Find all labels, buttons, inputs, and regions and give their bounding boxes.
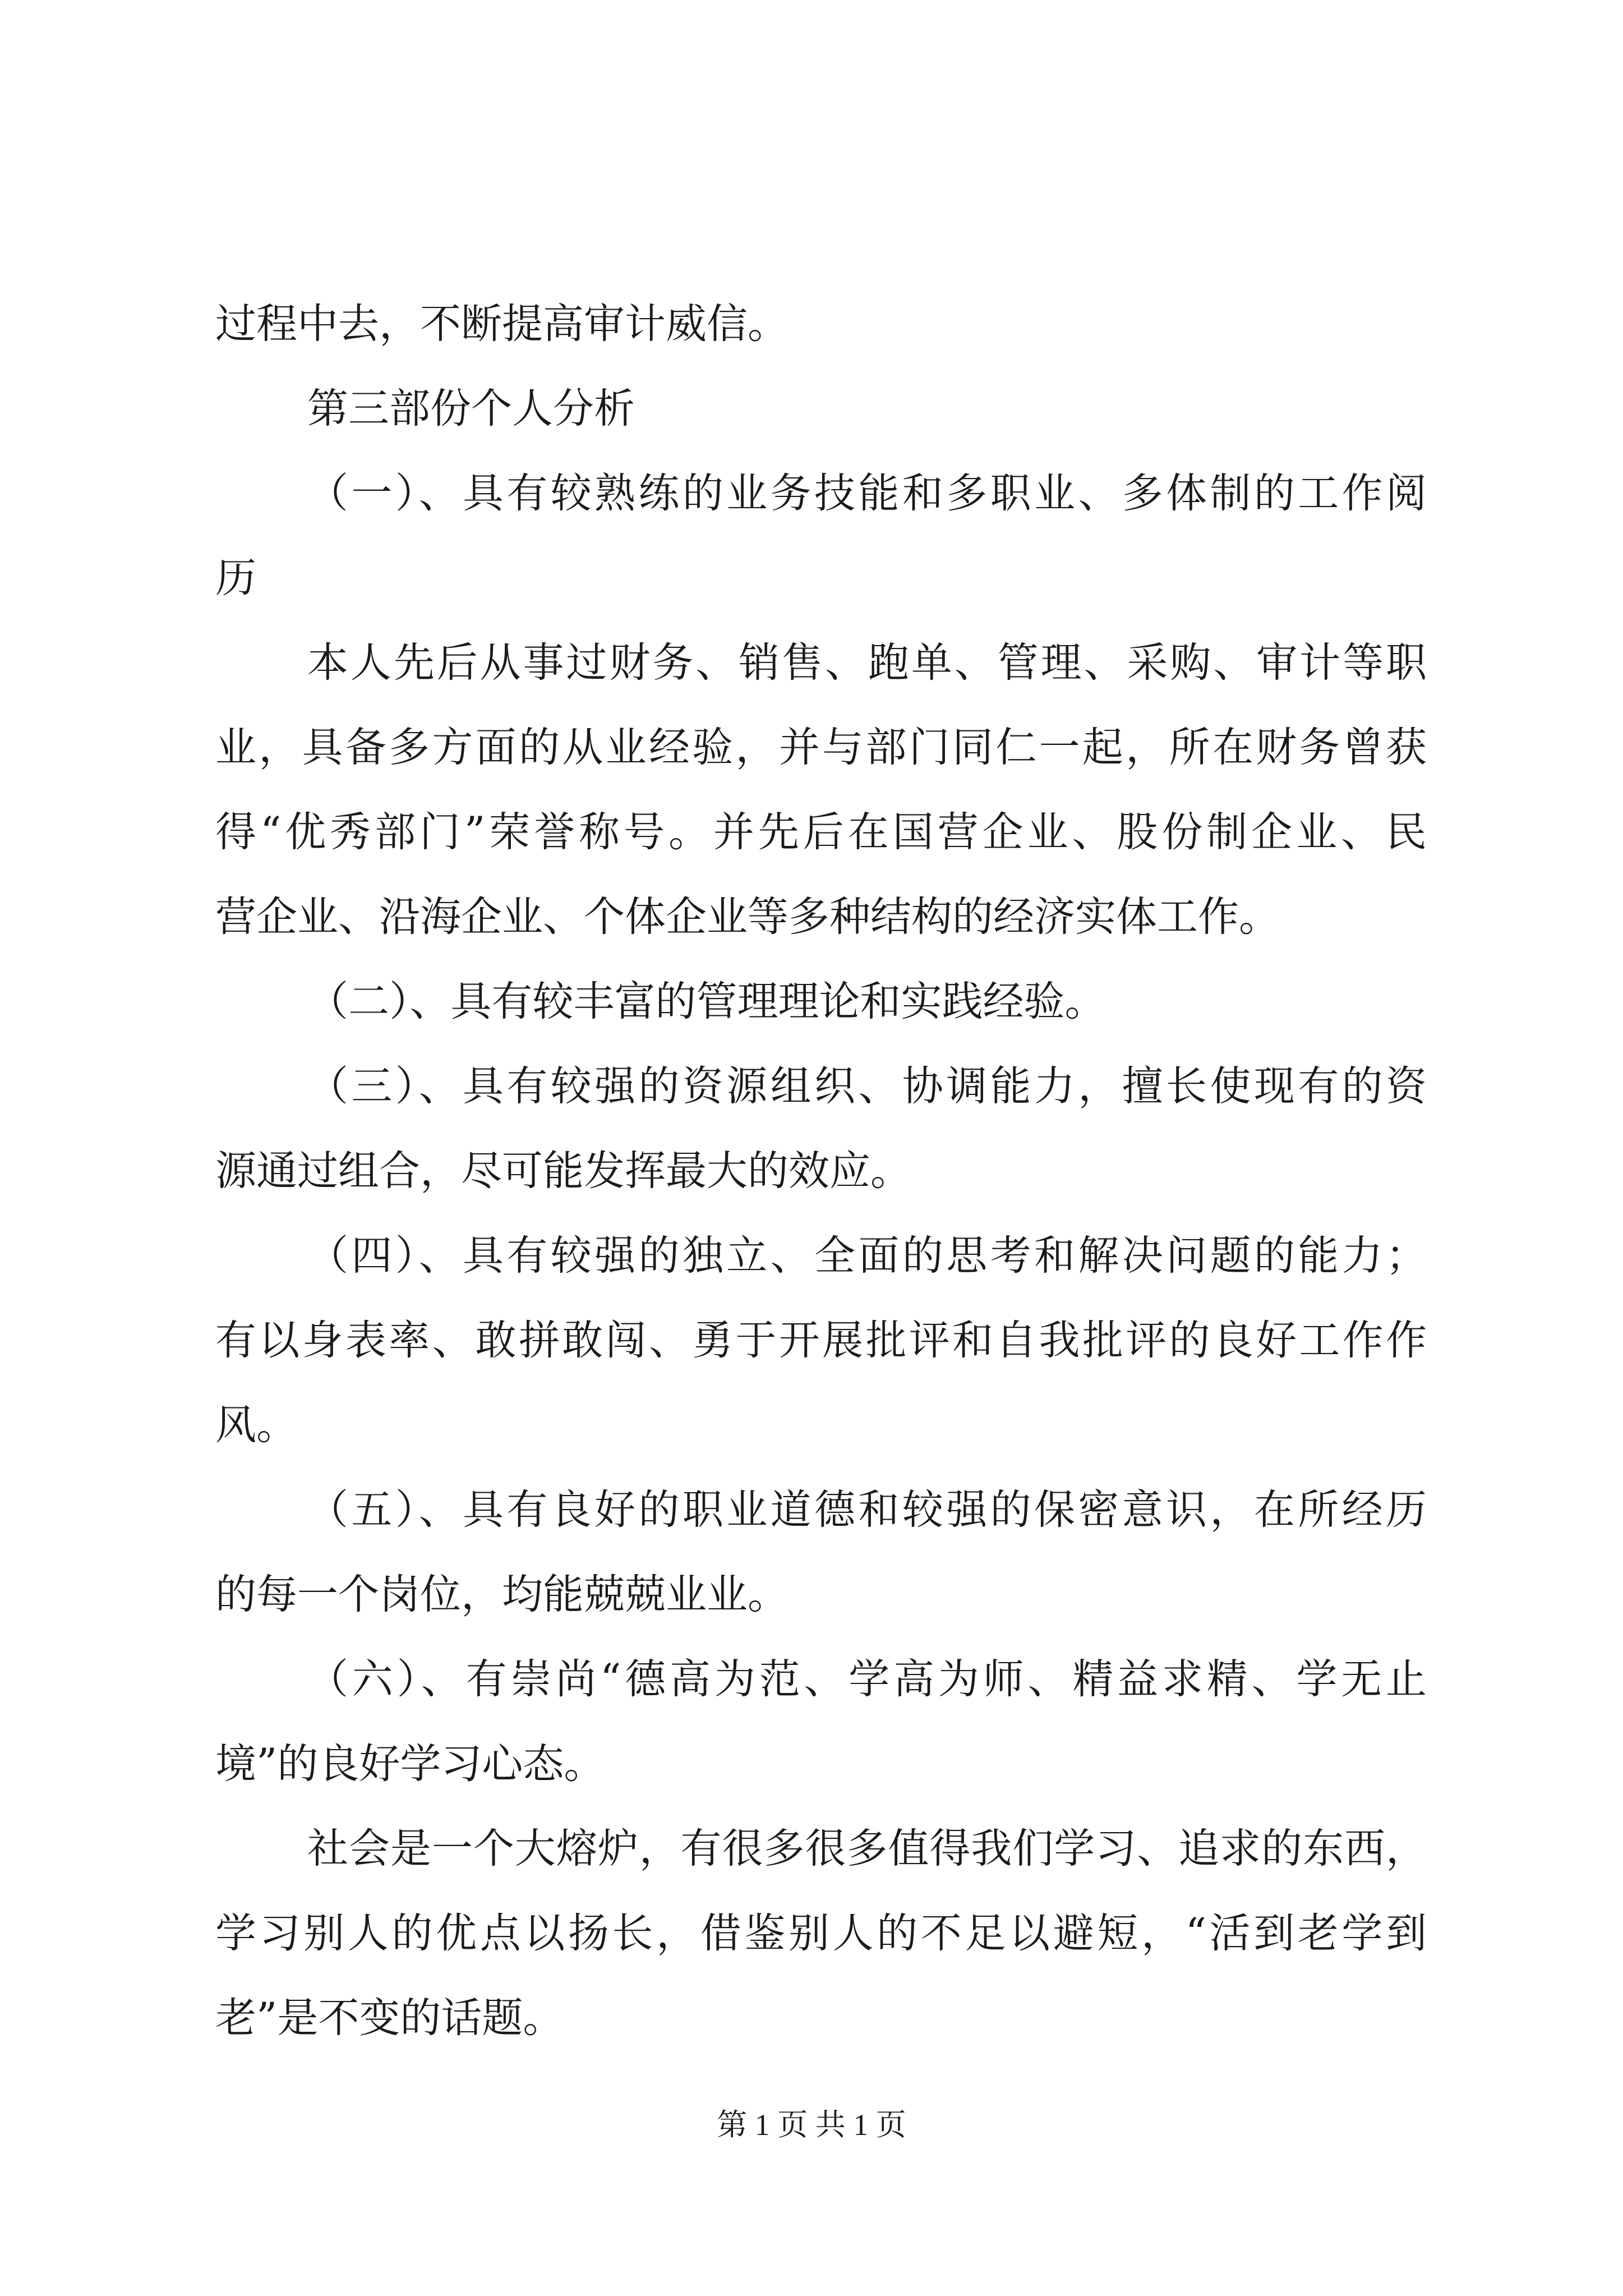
text-line: 第三部份个人分析	[307, 385, 635, 432]
text-line: （一）、具有较熟练的业务技能和多职业、多体制的工作阅	[307, 470, 1427, 517]
point-6	[215, 1637, 1427, 1806]
closing-paragraph	[215, 1806, 1427, 2060]
point-2	[215, 959, 1427, 1044]
text-line: 老”是不变的话题。	[215, 1994, 564, 2042]
text-line: （四）、具有较强的独立、全面的思考和解决问题的能力；	[307, 1232, 1427, 1280]
text-line: 社会是一个大熔炉，有很多很多值得我们学习、追求的东西，	[307, 1825, 1427, 1872]
continuation-paragraph	[215, 282, 1427, 366]
text-line: 营企业、沿海企业、个体企业等多种结构的经济实体工作。	[215, 893, 1280, 941]
text-line: 过程中去，不断提高审计威信。	[215, 300, 789, 348]
point-1-body	[215, 620, 1427, 959]
text-line: 业，具备多方面的从业经验，并与部门同仁一起，所在财务曾获	[215, 724, 1427, 771]
text-line: 的每一个岗位，均能兢兢业业。	[215, 1571, 789, 1618]
point-5	[215, 1467, 1427, 1637]
text-line: 境”的良好学习心态。	[215, 1740, 605, 1788]
point-3	[215, 1044, 1427, 1213]
text-line: （三）、具有较强的资源组织、协调能力，擅长使现有的资	[307, 1062, 1427, 1110]
text-line: 风。	[215, 1401, 297, 1449]
text-line: （二）、具有较丰富的管理理论和实践经验。	[307, 978, 1106, 1025]
section-heading	[215, 366, 1427, 451]
point-1-heading	[215, 451, 1427, 620]
page-footer: 第 1 页 共 1 页	[717, 2108, 906, 2142]
text-line: 学习别人的优点以扬长，借鉴别人的不足以避短，“活到老学到	[215, 1910, 1427, 1957]
text-line: （五）、具有良好的职业道德和较强的保密意识，在所经历	[307, 1486, 1427, 1534]
text-line: 本人先后从事过财务、销售、跑单、管理、采购、审计等职	[307, 639, 1427, 687]
document-body	[215, 282, 1427, 2060]
text-line: 源通过组合，尽可能发挥最大的效应。	[215, 1147, 911, 1195]
point-4	[215, 1213, 1427, 1467]
text-line: 历	[215, 554, 256, 602]
text-line: （六）、有崇尚“德高为范、学高为师、精益求精、学无止	[307, 1655, 1427, 1703]
text-line: 有以身表率、敢拼敢闯、勇于开展批评和自我批评的良好工作作	[215, 1317, 1427, 1364]
text-line: 得“优秀部门”荣誉称号。并先后在国营企业、股份制企业、民	[215, 808, 1427, 856]
